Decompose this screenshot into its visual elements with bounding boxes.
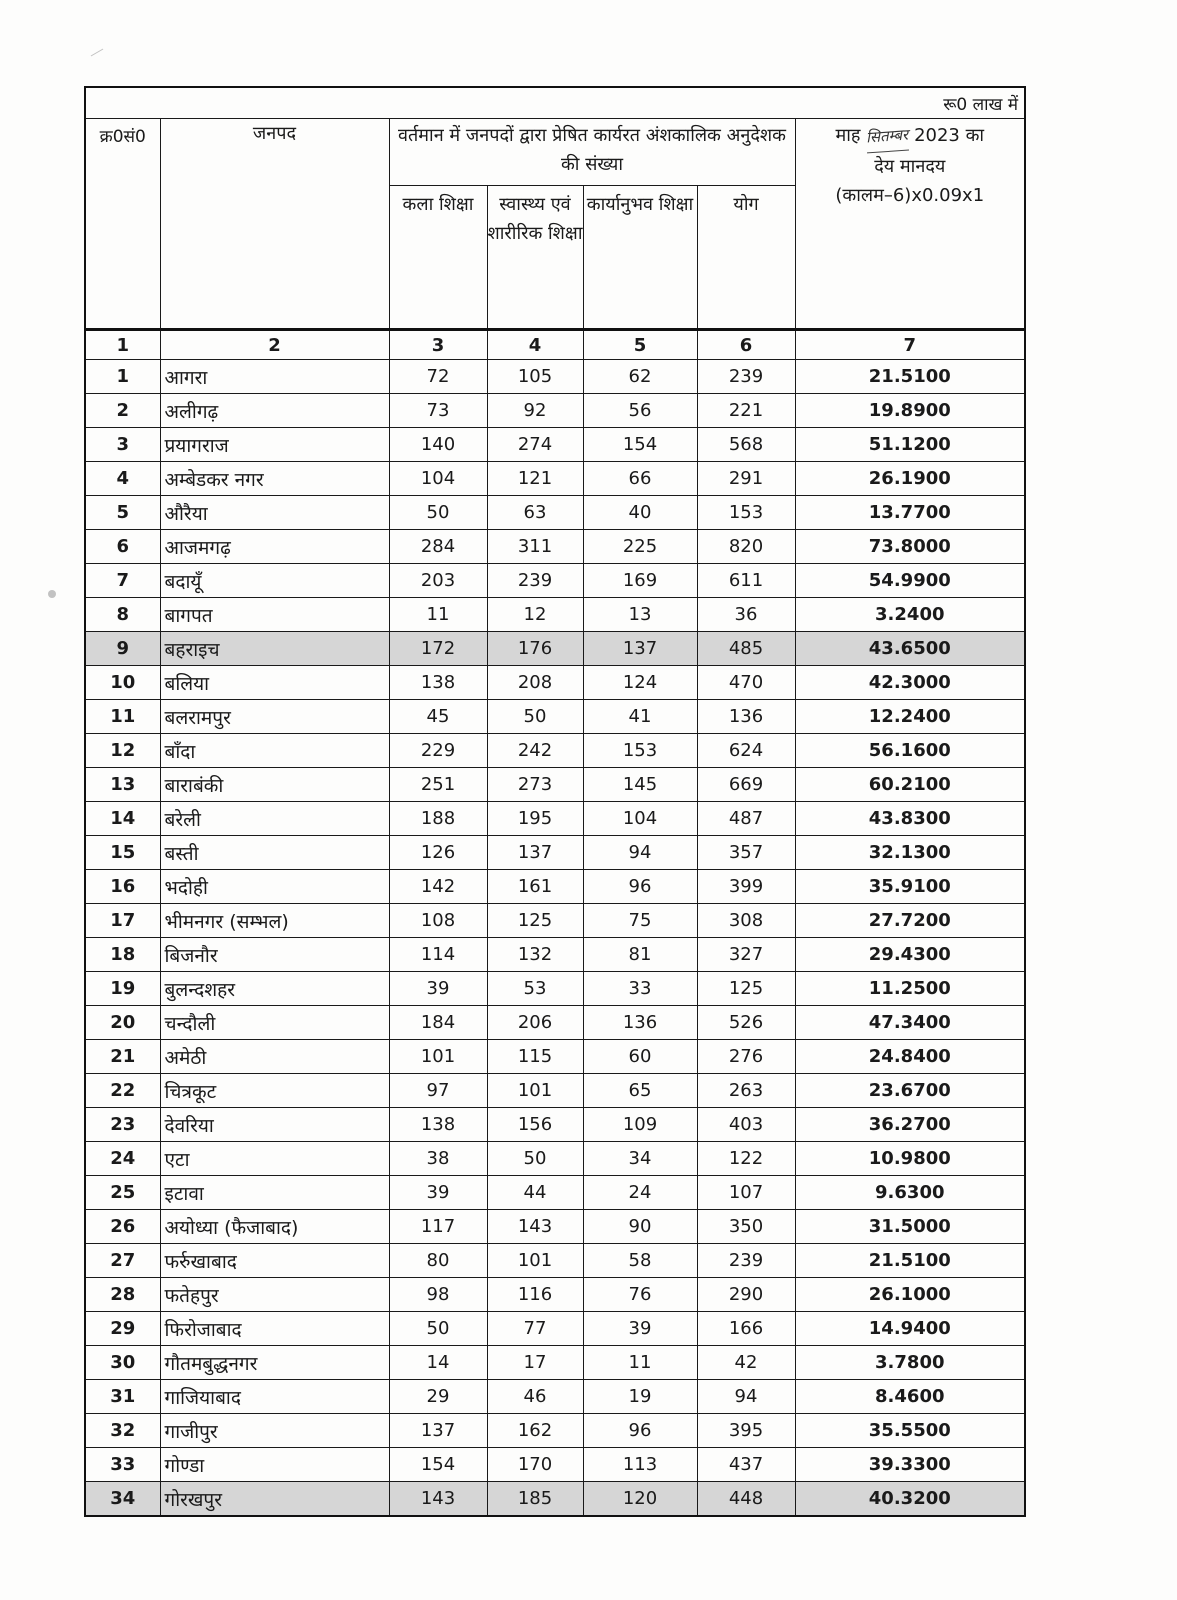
district-name-cell: आगरा bbox=[160, 360, 389, 394]
health-education-count-cell: 101 bbox=[487, 1244, 583, 1278]
art-education-count-cell: 114 bbox=[389, 938, 487, 972]
table-row bbox=[85, 904, 1025, 938]
work-experience-count-cell: 109 bbox=[583, 1108, 697, 1142]
amount-cell: 35.9100 bbox=[795, 870, 1025, 904]
health-education-count-cell: 63 bbox=[487, 496, 583, 530]
work-experience-count-cell: 113 bbox=[583, 1448, 697, 1482]
art-education-count-cell: 29 bbox=[389, 1380, 487, 1414]
district-name-cell: भदोही bbox=[160, 870, 389, 904]
art-education-count-cell: 108 bbox=[389, 904, 487, 938]
total-count-cell: 611 bbox=[697, 564, 795, 598]
serial-number-cell: 20 bbox=[85, 1006, 160, 1040]
serial-number-cell: 33 bbox=[85, 1448, 160, 1482]
health-education-count-cell: 208 bbox=[487, 666, 583, 700]
art-education-count-cell: 50 bbox=[389, 496, 487, 530]
table-row bbox=[85, 1108, 1025, 1142]
amount-cell: 31.5000 bbox=[795, 1210, 1025, 1244]
amount-cell: 10.9800 bbox=[795, 1142, 1025, 1176]
district-name-cell: फिरोजाबाद bbox=[160, 1312, 389, 1346]
art-education-count-cell: 98 bbox=[389, 1278, 487, 1312]
work-experience-count-cell: 120 bbox=[583, 1482, 697, 1517]
table-row bbox=[85, 1312, 1025, 1346]
work-experience-count-cell: 76 bbox=[583, 1278, 697, 1312]
art-education-count-cell: 97 bbox=[389, 1074, 487, 1108]
scan-speck bbox=[48, 590, 56, 598]
district-name-cell: अलीगढ़ bbox=[160, 394, 389, 428]
district-name-cell: बहराइच bbox=[160, 632, 389, 666]
work-experience-count-cell: 58 bbox=[583, 1244, 697, 1278]
serial-number-cell: 29 bbox=[85, 1312, 160, 1346]
art-education-count-cell: 229 bbox=[389, 734, 487, 768]
health-education-count-cell: 185 bbox=[487, 1482, 583, 1517]
health-education-count-cell: 311 bbox=[487, 530, 583, 564]
table-row bbox=[85, 768, 1025, 802]
amount-cell: 11.2500 bbox=[795, 972, 1025, 1006]
health-education-count-cell: 156 bbox=[487, 1108, 583, 1142]
work-experience-count-cell: 124 bbox=[583, 666, 697, 700]
health-education-count-cell: 12 bbox=[487, 598, 583, 632]
amount-cell: 12.2400 bbox=[795, 700, 1025, 734]
table-row bbox=[85, 870, 1025, 904]
serial-number-cell: 11 bbox=[85, 700, 160, 734]
table-row bbox=[85, 1210, 1025, 1244]
health-education-count-cell: 206 bbox=[487, 1006, 583, 1040]
table-row bbox=[85, 564, 1025, 598]
amount-cell: 56.1600 bbox=[795, 734, 1025, 768]
amount-cell: 51.1200 bbox=[795, 428, 1025, 462]
work-experience-count-cell: 13 bbox=[583, 598, 697, 632]
serial-number-cell: 12 bbox=[85, 734, 160, 768]
total-count-cell: 568 bbox=[697, 428, 795, 462]
amount-cell: 26.1900 bbox=[795, 462, 1025, 496]
work-experience-count-cell: 60 bbox=[583, 1040, 697, 1074]
health-education-count-cell: 132 bbox=[487, 938, 583, 972]
amount-cell: 40.3200 bbox=[795, 1482, 1025, 1517]
art-education-count-cell: 138 bbox=[389, 666, 487, 700]
work-experience-count-cell: 39 bbox=[583, 1312, 697, 1346]
instructor-honorarium-table bbox=[84, 86, 1026, 1517]
work-experience-count-cell: 136 bbox=[583, 1006, 697, 1040]
district-name-cell: इटावा bbox=[160, 1176, 389, 1210]
work-experience-count-cell: 41 bbox=[583, 700, 697, 734]
work-experience-count-cell: 66 bbox=[583, 462, 697, 496]
total-count-cell: 308 bbox=[697, 904, 795, 938]
serial-number-cell: 23 bbox=[85, 1108, 160, 1142]
art-education-count-cell: 80 bbox=[389, 1244, 487, 1278]
district-name-cell: बाराबंकी bbox=[160, 768, 389, 802]
total-count-cell: 526 bbox=[697, 1006, 795, 1040]
district-name-cell: बलरामपुर bbox=[160, 700, 389, 734]
district-name-cell: अयोध्या (फैजाबाद) bbox=[160, 1210, 389, 1244]
work-experience-count-cell: 34 bbox=[583, 1142, 697, 1176]
amount-cell: 19.8900 bbox=[795, 394, 1025, 428]
district-name-cell: बिजनौर bbox=[160, 938, 389, 972]
table-row bbox=[85, 836, 1025, 870]
total-count-cell: 153 bbox=[697, 496, 795, 530]
art-education-count-cell: 172 bbox=[389, 632, 487, 666]
total-count-cell: 94 bbox=[697, 1380, 795, 1414]
column-number: 1 bbox=[85, 330, 160, 360]
unit-note: रू0 लाख में bbox=[85, 87, 1025, 119]
total-count-cell: 276 bbox=[697, 1040, 795, 1074]
district-name-cell: गाजीपुर bbox=[160, 1414, 389, 1448]
art-education-count-cell: 117 bbox=[389, 1210, 487, 1244]
total-count-cell: 403 bbox=[697, 1108, 795, 1142]
total-count-cell: 624 bbox=[697, 734, 795, 768]
serial-number-cell: 25 bbox=[85, 1176, 160, 1210]
health-education-count-cell: 162 bbox=[487, 1414, 583, 1448]
scan-speck bbox=[91, 49, 104, 57]
column-number: 2 bbox=[160, 330, 389, 360]
header-health-education: स्वास्थ्य एवं शारीरिक शिक्षा bbox=[487, 186, 583, 330]
total-count-cell: 485 bbox=[697, 632, 795, 666]
total-count-cell: 42 bbox=[697, 1346, 795, 1380]
art-education-count-cell: 11 bbox=[389, 598, 487, 632]
district-name-cell: फतेहपुर bbox=[160, 1278, 389, 1312]
amount-cell: 42.3000 bbox=[795, 666, 1025, 700]
amount-cell: 3.2400 bbox=[795, 598, 1025, 632]
art-education-count-cell: 143 bbox=[389, 1482, 487, 1517]
district-name-cell: बरेली bbox=[160, 802, 389, 836]
health-education-count-cell: 105 bbox=[487, 360, 583, 394]
health-education-count-cell: 92 bbox=[487, 394, 583, 428]
table-row bbox=[85, 360, 1025, 394]
art-education-count-cell: 73 bbox=[389, 394, 487, 428]
serial-number-cell: 24 bbox=[85, 1142, 160, 1176]
serial-number-cell: 28 bbox=[85, 1278, 160, 1312]
total-count-cell: 470 bbox=[697, 666, 795, 700]
health-education-count-cell: 116 bbox=[487, 1278, 583, 1312]
header-amount-prefix: माह bbox=[835, 125, 861, 146]
table-row bbox=[85, 1244, 1025, 1278]
serial-number-cell: 18 bbox=[85, 938, 160, 972]
header-serial: क्र0सं0 bbox=[85, 119, 160, 330]
table-row bbox=[85, 1482, 1025, 1517]
header-amount bbox=[795, 119, 1025, 330]
health-education-count-cell: 273 bbox=[487, 768, 583, 802]
work-experience-count-cell: 81 bbox=[583, 938, 697, 972]
amount-cell: 14.9400 bbox=[795, 1312, 1025, 1346]
total-count-cell: 291 bbox=[697, 462, 795, 496]
district-name-cell: गोरखपुर bbox=[160, 1482, 389, 1517]
total-count-cell: 239 bbox=[697, 1244, 795, 1278]
table-row bbox=[85, 1278, 1025, 1312]
amount-cell: 47.3400 bbox=[795, 1006, 1025, 1040]
total-count-cell: 107 bbox=[697, 1176, 795, 1210]
district-name-cell: बुलन्दशहर bbox=[160, 972, 389, 1006]
district-name-cell: अमेठी bbox=[160, 1040, 389, 1074]
table-row bbox=[85, 1346, 1025, 1380]
work-experience-count-cell: 65 bbox=[583, 1074, 697, 1108]
amount-cell: 24.8400 bbox=[795, 1040, 1025, 1074]
header-amount-line2: देय मानदय bbox=[874, 156, 946, 177]
art-education-count-cell: 154 bbox=[389, 1448, 487, 1482]
health-education-count-cell: 274 bbox=[487, 428, 583, 462]
health-education-count-cell: 161 bbox=[487, 870, 583, 904]
total-count-cell: 239 bbox=[697, 360, 795, 394]
district-name-cell: गोण्डा bbox=[160, 1448, 389, 1482]
district-name-cell: देवरिया bbox=[160, 1108, 389, 1142]
total-count-cell: 448 bbox=[697, 1482, 795, 1517]
amount-cell: 21.5100 bbox=[795, 1244, 1025, 1278]
health-education-count-cell: 125 bbox=[487, 904, 583, 938]
work-experience-count-cell: 75 bbox=[583, 904, 697, 938]
health-education-count-cell: 77 bbox=[487, 1312, 583, 1346]
header-amount-formula: (कालम–6)x0.09x1 bbox=[835, 185, 985, 206]
art-education-count-cell: 39 bbox=[389, 1176, 487, 1210]
work-experience-count-cell: 62 bbox=[583, 360, 697, 394]
total-count-cell: 437 bbox=[697, 1448, 795, 1482]
district-name-cell: गाजियाबाद bbox=[160, 1380, 389, 1414]
serial-number-cell: 3 bbox=[85, 428, 160, 462]
total-count-cell: 395 bbox=[697, 1414, 795, 1448]
work-experience-count-cell: 19 bbox=[583, 1380, 697, 1414]
total-count-cell: 820 bbox=[697, 530, 795, 564]
total-count-cell: 350 bbox=[697, 1210, 795, 1244]
amount-cell: 43.6500 bbox=[795, 632, 1025, 666]
work-experience-count-cell: 96 bbox=[583, 870, 697, 904]
serial-number-cell: 21 bbox=[85, 1040, 160, 1074]
table-row bbox=[85, 598, 1025, 632]
health-education-count-cell: 176 bbox=[487, 632, 583, 666]
amount-cell: 36.2700 bbox=[795, 1108, 1025, 1142]
serial-number-cell: 2 bbox=[85, 394, 160, 428]
amount-cell: 26.1000 bbox=[795, 1278, 1025, 1312]
art-education-count-cell: 184 bbox=[389, 1006, 487, 1040]
amount-cell: 23.6700 bbox=[795, 1074, 1025, 1108]
serial-number-cell: 27 bbox=[85, 1244, 160, 1278]
column-number: 3 bbox=[389, 330, 487, 360]
header-amount-suffix: 2023 का bbox=[914, 125, 985, 146]
art-education-count-cell: 138 bbox=[389, 1108, 487, 1142]
serial-number-cell: 10 bbox=[85, 666, 160, 700]
work-experience-count-cell: 104 bbox=[583, 802, 697, 836]
district-name-cell: बाँदा bbox=[160, 734, 389, 768]
table-row bbox=[85, 1176, 1025, 1210]
art-education-count-cell: 188 bbox=[389, 802, 487, 836]
amount-cell: 73.8000 bbox=[795, 530, 1025, 564]
district-name-cell: एटा bbox=[160, 1142, 389, 1176]
header-total: योग bbox=[697, 186, 795, 330]
art-education-count-cell: 284 bbox=[389, 530, 487, 564]
table-row bbox=[85, 1040, 1025, 1074]
serial-number-cell: 9 bbox=[85, 632, 160, 666]
work-experience-count-cell: 137 bbox=[583, 632, 697, 666]
total-count-cell: 327 bbox=[697, 938, 795, 972]
district-name-cell: प्रयागराज bbox=[160, 428, 389, 462]
serial-number-cell: 1 bbox=[85, 360, 160, 394]
serial-number-cell: 6 bbox=[85, 530, 160, 564]
health-education-count-cell: 115 bbox=[487, 1040, 583, 1074]
column-number: 5 bbox=[583, 330, 697, 360]
amount-cell: 29.4300 bbox=[795, 938, 1025, 972]
health-education-count-cell: 53 bbox=[487, 972, 583, 1006]
serial-number-cell: 34 bbox=[85, 1482, 160, 1517]
health-education-count-cell: 143 bbox=[487, 1210, 583, 1244]
serial-number-cell: 8 bbox=[85, 598, 160, 632]
health-education-count-cell: 50 bbox=[487, 1142, 583, 1176]
table-row bbox=[85, 1006, 1025, 1040]
art-education-count-cell: 50 bbox=[389, 1312, 487, 1346]
district-name-cell: बलिया bbox=[160, 666, 389, 700]
health-education-count-cell: 239 bbox=[487, 564, 583, 598]
amount-cell: 43.8300 bbox=[795, 802, 1025, 836]
total-count-cell: 263 bbox=[697, 1074, 795, 1108]
district-name-cell: बस्ती bbox=[160, 836, 389, 870]
health-education-count-cell: 46 bbox=[487, 1380, 583, 1414]
serial-number-cell: 13 bbox=[85, 768, 160, 802]
work-experience-count-cell: 153 bbox=[583, 734, 697, 768]
header-work-experience: कार्यानुभव शिक्षा bbox=[583, 186, 697, 330]
total-count-cell: 290 bbox=[697, 1278, 795, 1312]
table-row bbox=[85, 632, 1025, 666]
table-row bbox=[85, 1448, 1025, 1482]
health-education-count-cell: 242 bbox=[487, 734, 583, 768]
health-education-count-cell: 50 bbox=[487, 700, 583, 734]
work-experience-count-cell: 94 bbox=[583, 836, 697, 870]
work-experience-count-cell: 11 bbox=[583, 1346, 697, 1380]
total-count-cell: 122 bbox=[697, 1142, 795, 1176]
table-row bbox=[85, 530, 1025, 564]
amount-cell: 39.3300 bbox=[795, 1448, 1025, 1482]
art-education-count-cell: 104 bbox=[389, 462, 487, 496]
serial-number-cell: 26 bbox=[85, 1210, 160, 1244]
district-name-cell: अम्बेडकर नगर bbox=[160, 462, 389, 496]
amount-cell: 3.7800 bbox=[795, 1346, 1025, 1380]
serial-number-cell: 31 bbox=[85, 1380, 160, 1414]
handwritten-month: सितम्बर bbox=[865, 121, 909, 154]
serial-number-cell: 16 bbox=[85, 870, 160, 904]
work-experience-count-cell: 169 bbox=[583, 564, 697, 598]
serial-number-cell: 32 bbox=[85, 1414, 160, 1448]
art-education-count-cell: 72 bbox=[389, 360, 487, 394]
art-education-count-cell: 45 bbox=[389, 700, 487, 734]
header-district: जनपद bbox=[160, 119, 389, 330]
health-education-count-cell: 170 bbox=[487, 1448, 583, 1482]
art-education-count-cell: 38 bbox=[389, 1142, 487, 1176]
header-instructor-count: वर्तमान में जनपदों द्वारा प्रेषित कार्यरत अंशकालिक अनुदेशक की संख्या bbox=[389, 119, 795, 186]
serial-number-cell: 14 bbox=[85, 802, 160, 836]
serial-number-cell: 4 bbox=[85, 462, 160, 496]
table-row bbox=[85, 972, 1025, 1006]
work-experience-count-cell: 145 bbox=[583, 768, 697, 802]
amount-cell: 21.5100 bbox=[795, 360, 1025, 394]
total-count-cell: 487 bbox=[697, 802, 795, 836]
work-experience-count-cell: 33 bbox=[583, 972, 697, 1006]
health-education-count-cell: 17 bbox=[487, 1346, 583, 1380]
amount-cell: 32.1300 bbox=[795, 836, 1025, 870]
work-experience-count-cell: 96 bbox=[583, 1414, 697, 1448]
total-count-cell: 399 bbox=[697, 870, 795, 904]
art-education-count-cell: 101 bbox=[389, 1040, 487, 1074]
amount-cell: 60.2100 bbox=[795, 768, 1025, 802]
total-count-cell: 357 bbox=[697, 836, 795, 870]
column-number: 6 bbox=[697, 330, 795, 360]
table-row bbox=[85, 734, 1025, 768]
art-education-count-cell: 142 bbox=[389, 870, 487, 904]
table-row bbox=[85, 1142, 1025, 1176]
art-education-count-cell: 137 bbox=[389, 1414, 487, 1448]
district-name-cell: औरैया bbox=[160, 496, 389, 530]
serial-number-cell: 22 bbox=[85, 1074, 160, 1108]
art-education-count-cell: 39 bbox=[389, 972, 487, 1006]
table-row bbox=[85, 666, 1025, 700]
serial-number-cell: 5 bbox=[85, 496, 160, 530]
total-count-cell: 36 bbox=[697, 598, 795, 632]
table-row bbox=[85, 394, 1025, 428]
art-education-count-cell: 126 bbox=[389, 836, 487, 870]
total-count-cell: 669 bbox=[697, 768, 795, 802]
serial-number-cell: 19 bbox=[85, 972, 160, 1006]
total-count-cell: 136 bbox=[697, 700, 795, 734]
amount-cell: 9.6300 bbox=[795, 1176, 1025, 1210]
table-row bbox=[85, 1074, 1025, 1108]
district-name-cell: बागपत bbox=[160, 598, 389, 632]
serial-number-cell: 30 bbox=[85, 1346, 160, 1380]
table-row bbox=[85, 700, 1025, 734]
health-education-count-cell: 121 bbox=[487, 462, 583, 496]
work-experience-count-cell: 24 bbox=[583, 1176, 697, 1210]
total-count-cell: 166 bbox=[697, 1312, 795, 1346]
column-number-row bbox=[85, 330, 1025, 360]
amount-cell: 35.5500 bbox=[795, 1414, 1025, 1448]
district-name-cell: बदायूँ bbox=[160, 564, 389, 598]
work-experience-count-cell: 154 bbox=[583, 428, 697, 462]
serial-number-cell: 17 bbox=[85, 904, 160, 938]
table-row bbox=[85, 496, 1025, 530]
column-number: 7 bbox=[795, 330, 1025, 360]
serial-number-cell: 7 bbox=[85, 564, 160, 598]
district-name-cell: चित्रकूट bbox=[160, 1074, 389, 1108]
health-education-count-cell: 137 bbox=[487, 836, 583, 870]
amount-cell: 54.9900 bbox=[795, 564, 1025, 598]
health-education-count-cell: 44 bbox=[487, 1176, 583, 1210]
health-education-count-cell: 101 bbox=[487, 1074, 583, 1108]
district-name-cell: भीमनगर (सम्भल) bbox=[160, 904, 389, 938]
table-row bbox=[85, 938, 1025, 972]
table-row bbox=[85, 1380, 1025, 1414]
art-education-count-cell: 140 bbox=[389, 428, 487, 462]
work-experience-count-cell: 56 bbox=[583, 394, 697, 428]
table-row bbox=[85, 428, 1025, 462]
total-count-cell: 125 bbox=[697, 972, 795, 1006]
amount-cell: 8.4600 bbox=[795, 1380, 1025, 1414]
district-name-cell: गौतमबुद्धनगर bbox=[160, 1346, 389, 1380]
column-number: 4 bbox=[487, 330, 583, 360]
work-experience-count-cell: 40 bbox=[583, 496, 697, 530]
serial-number-cell: 15 bbox=[85, 836, 160, 870]
header-art-education: कला शिक्षा bbox=[389, 186, 487, 330]
work-experience-count-cell: 90 bbox=[583, 1210, 697, 1244]
total-count-cell: 221 bbox=[697, 394, 795, 428]
art-education-count-cell: 203 bbox=[389, 564, 487, 598]
district-name-cell: चन्दौली bbox=[160, 1006, 389, 1040]
district-name-cell: आजमगढ़ bbox=[160, 530, 389, 564]
table-row bbox=[85, 802, 1025, 836]
work-experience-count-cell: 225 bbox=[583, 530, 697, 564]
amount-cell: 13.7700 bbox=[795, 496, 1025, 530]
district-name-cell: फर्रुखाबाद bbox=[160, 1244, 389, 1278]
amount-cell: 27.7200 bbox=[795, 904, 1025, 938]
art-education-count-cell: 251 bbox=[389, 768, 487, 802]
art-education-count-cell: 14 bbox=[389, 1346, 487, 1380]
table-row bbox=[85, 1414, 1025, 1448]
table-row bbox=[85, 462, 1025, 496]
health-education-count-cell: 195 bbox=[487, 802, 583, 836]
